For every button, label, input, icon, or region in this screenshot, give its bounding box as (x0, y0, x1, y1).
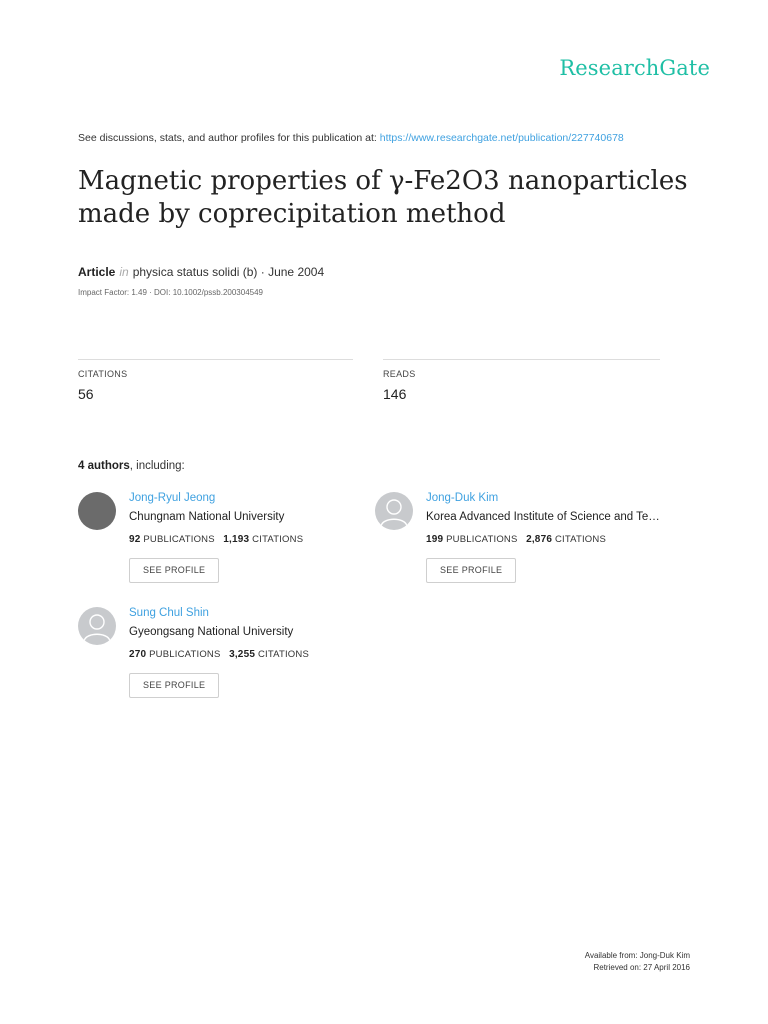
user-silhouette-icon (78, 607, 116, 645)
in-word: in (119, 265, 129, 279)
citations-count: 2,876 (526, 534, 553, 545)
citations-label: CITATIONS (252, 534, 304, 545)
reads-value: 146 (383, 386, 407, 402)
reads-label: READS (383, 369, 416, 379)
author-institution: Gyeongsang National University (129, 626, 294, 638)
citations-label: CITATIONS (78, 369, 128, 379)
author-stats (129, 649, 309, 660)
author-name[interactable]: Jong-Duk Kim (426, 492, 499, 504)
author-stats (426, 534, 606, 545)
publications-label: PUBLICATIONS (149, 649, 221, 660)
avatar[interactable] (78, 492, 116, 530)
citations-count: 1,193 (223, 534, 250, 545)
publication-type: Article (78, 265, 116, 279)
reads-divider (383, 359, 660, 360)
avatar[interactable] (375, 492, 413, 530)
publication-venue: physica status solidi (b) · June 2004 (132, 265, 325, 279)
researchgate-logo[interactable]: ResearchGate (559, 56, 710, 80)
author-name[interactable]: Jong-Ryul Jeong (129, 492, 216, 504)
author-name[interactable]: Sung Chul Shin (129, 607, 209, 619)
authors-count: 4 authors (78, 460, 130, 472)
see-profile-button[interactable]: SEE PROFILE (426, 558, 516, 583)
author-stats (129, 534, 303, 545)
user-silhouette-icon (375, 492, 413, 530)
discussion-text: See discussions, stats, and author profiles for this publication at: (78, 132, 380, 144)
impact-factor-doi: Impact Factor: 1.49 · DOI: 10.1002/pssb.200304549 (78, 288, 263, 297)
publications-count: 270 (129, 649, 147, 660)
author-institution: Chungnam National University (129, 511, 285, 523)
avatar[interactable] (78, 607, 116, 645)
citations-count: 3,255 (229, 649, 256, 660)
publication-link[interactable]: https://www.researchgate.net/publication/227740678 (379, 132, 624, 144)
citations-value: 56 (78, 386, 94, 402)
authors-heading (78, 460, 185, 472)
citations-divider (78, 359, 353, 360)
discussion-line (78, 132, 624, 144)
citations-label: CITATIONS (554, 534, 606, 545)
retrieved-on: Retrieved on: 27 April 2016 (593, 963, 690, 972)
publication-meta (78, 265, 324, 279)
see-profile-button[interactable]: SEE PROFILE (129, 673, 219, 698)
publications-label: PUBLICATIONS (446, 534, 518, 545)
author-institution: Korea Advanced Institute of Science and Te… (426, 511, 660, 523)
available-from: Available from: Jong-Duk Kim (584, 951, 690, 960)
publications-count: 92 (129, 534, 141, 545)
authors-suffix: , including: (129, 460, 185, 472)
citations-label: CITATIONS (257, 649, 309, 660)
publication-title: Magnetic properties of γ-Fe2O3 nanoparticles made by coprecipitation method (78, 166, 688, 229)
publications-label: PUBLICATIONS (143, 534, 215, 545)
see-profile-button[interactable]: SEE PROFILE (129, 558, 219, 583)
publications-count: 199 (426, 534, 444, 545)
